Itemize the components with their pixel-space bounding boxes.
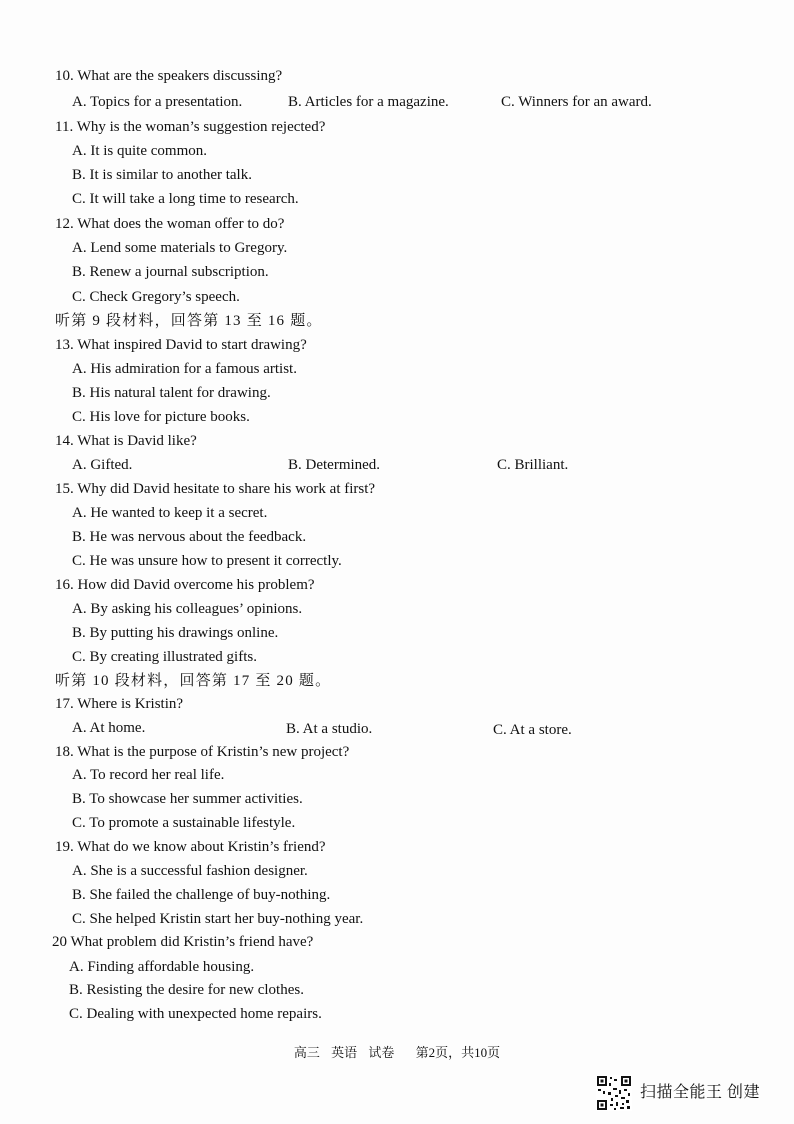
question-20: 20 What problem did Kristin’s friend have? <box>52 934 314 950</box>
page-footer <box>0 1044 794 1062</box>
option-19a: A. She is a successful fashion designer. <box>72 863 308 879</box>
footer-paper: 试卷 <box>368 1045 395 1060</box>
option-14c: C. Brilliant. <box>497 457 569 473</box>
option-10b: B. Articles for a magazine. <box>288 94 449 110</box>
option-18b: B. To showcase her summer activities. <box>72 791 303 807</box>
question-19: 19. What do we know about Kristin’s friend? <box>55 839 326 855</box>
option-20b: B. Resisting the desire for new clothes. <box>69 982 304 998</box>
question-13: 13. What inspired David to start drawing? <box>55 337 307 353</box>
footer-page: 第2页，共10页 <box>415 1045 501 1060</box>
footer-subject: 英语 <box>331 1045 358 1060</box>
option-10a: A. Topics for a presentation. <box>72 94 243 110</box>
option-12a: A. Lend some materials to Gregory. <box>72 240 288 256</box>
question-10: 10. What are the speakers discussing? <box>55 68 283 84</box>
option-10c: C. Winners for an award. <box>501 94 652 110</box>
question-11: 11. Why is the woman’s suggestion rejected? <box>55 119 326 135</box>
option-12c: C. Check Gregory’s speech. <box>72 289 240 305</box>
option-16c: C. By creating illustrated gifts. <box>72 649 257 665</box>
watermark-text: 扫描全能王 创建 <box>640 1084 761 1101</box>
option-18a: A. To record her real life. <box>72 767 225 783</box>
option-17c: C. At a store. <box>493 722 572 738</box>
option-15c: C. He was unsure how to present it correctly. <box>72 553 342 569</box>
option-20a: A. Finding affordable housing. <box>69 959 255 975</box>
question-14: 14. What is David like? <box>55 433 197 449</box>
section-heading-10: 听第 10 段材料，回答第 17 至 20 题。 <box>55 673 332 689</box>
option-11a: A. It is quite common. <box>72 143 207 159</box>
option-13b: B. His natural talent for drawing. <box>72 385 271 401</box>
option-20c: C. Dealing with unexpected home repairs. <box>69 1006 322 1022</box>
option-19c: C. She helped Kristin start her buy-nothing year. <box>72 911 364 927</box>
option-15a: A. He wanted to keep it a secret. <box>72 505 268 521</box>
footer-grade: 高三 <box>293 1045 320 1060</box>
question-12: 12. What does the woman offer to do? <box>55 216 285 232</box>
qr-code-icon <box>596 1075 632 1111</box>
option-14a: A. Gifted. <box>72 457 133 473</box>
option-17b: B. At a studio. <box>286 721 373 737</box>
option-12b: B. Renew a journal subscription. <box>72 264 269 280</box>
question-18: 18. What is the purpose of Kristin’s new project? <box>55 744 350 760</box>
option-19b: B. She failed the challenge of buy-nothing. <box>72 887 331 903</box>
option-13a: A. His admiration for a famous artist. <box>72 361 297 377</box>
option-16b: B. By putting his drawings online. <box>72 625 279 641</box>
option-15b: B. He was nervous about the feedback. <box>72 529 307 545</box>
option-14b: B. Determined. <box>288 457 381 473</box>
option-11c: C. It will take a long time to research. <box>72 191 299 207</box>
option-18c: C. To promote a sustainable lifestyle. <box>72 815 296 831</box>
option-17a: A. At home. <box>72 720 146 736</box>
option-11b: B. It is similar to another talk. <box>72 167 252 183</box>
option-13c: C. His love for picture books. <box>72 409 250 425</box>
question-17: 17. Where is Kristin? <box>55 696 184 712</box>
question-15: 15. Why did David hesitate to share his work at first? <box>55 481 376 497</box>
option-16a: A. By asking his colleagues’ opinions. <box>72 601 303 617</box>
section-heading-9: 听第 9 段材料，回答第 13 至 16 题。 <box>55 313 323 329</box>
question-16: 16. How did David overcome his problem? <box>55 577 315 593</box>
